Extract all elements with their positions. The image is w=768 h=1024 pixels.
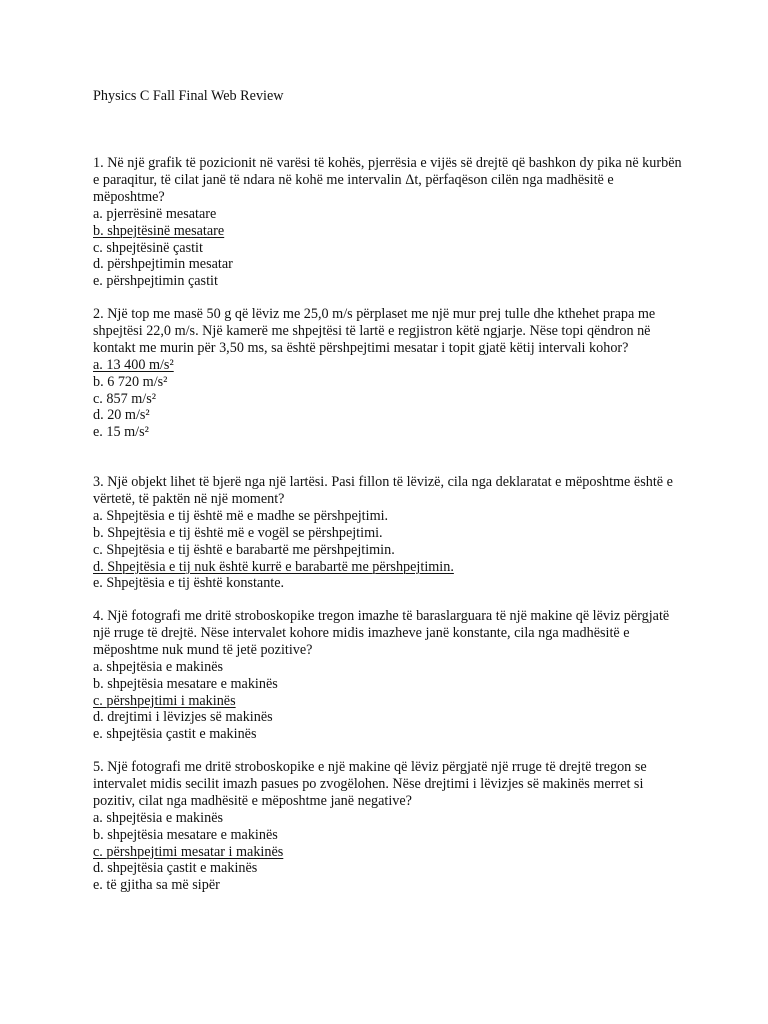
question-4-option-c-underlined: c. përshpejtimi i makinës — [93, 692, 236, 709]
question-4-option-e: e. shpejtësia çastit e makinës — [93, 726, 257, 743]
question-3-option-d-underlined: d. Shpejtësia e tij nuk është kurrë e barabartë me përshpejtimin. — [93, 558, 454, 575]
question-2 — [93, 306, 683, 441]
question-2-option-d: d. 20 m/s² — [93, 407, 150, 424]
question-3-text: 3. Një objekt lihet të bjerë nga një lartësi. Pasi fillon të lëvizë, cila nga deklaratat e mëposhtme është e vërtetë, të paktën në një moment? — [93, 474, 673, 507]
question-1-text: 1. Në një grafik të pozicionit në varësi të kohës, pjerrësia e vijës së drejtë që bashkon dy pika në kurbën e paraqitur, të cilat janë të ndara në kohë me intervalin Δt, përfaqëson cilën nga madhësitë e mëposhtme? — [93, 155, 682, 205]
question-5-option-b: b. shpejtësia mesatare e makinës — [93, 826, 278, 843]
question-3 — [93, 474, 683, 592]
question-1-option-a: a. pjerrësinë mesatare — [93, 205, 217, 222]
question-4-option-a: a. shpejtësia e makinës — [93, 658, 224, 675]
question-5-text: 5. Një fotografi me dritë stroboskopike e një makine që lëviz përgjatë një rruge të drejtë tregon se intervalet midis secilit imazh pasues po zvogëlohen. Nëse drejtimi i lëvizjes së makinës merret si pozitiv, cilat nga madhësitë e mëposhtme janë negative? — [93, 759, 647, 809]
question-5-option-e: e. të gjitha sa më sipër — [93, 877, 220, 894]
document-title: Physics C Fall Final Web Review — [93, 88, 284, 104]
question-5 — [93, 759, 683, 894]
question-4 — [93, 608, 683, 743]
question-1-option-c: c. shpejtësinë çastit — [93, 239, 203, 256]
question-1-option-b-underlined: b. shpejtësinë mesatare — [93, 222, 225, 239]
question-5-option-c-underlined: c. përshpejtimi mesatar i makinës — [93, 843, 284, 860]
question-2-text: 2. Një top me masë 50 g që lëviz me 25,0 m/s përplaset me një mur prej tulle dhe kthehet prapa me shpejtësi 22,0 m/s. Një kamerë me shpejtësi të lartë e regjistron këtë ngjarje. Nëse topi qëndron në kontakt me murin për 3,50 ms, sa është përshpejtimi mesatar i topit gjatë këtij intervali kohor? — [93, 306, 656, 356]
question-3-option-b: b. Shpejtësia e tij është më e vogël se përshpejtimi. — [93, 524, 383, 541]
question-5-option-a: a. shpejtësia e makinës — [93, 809, 224, 826]
question-5-option-d: d. shpejtësia çastit e makinës — [93, 860, 258, 877]
question-2-option-e: e. 15 m/s² — [93, 424, 149, 441]
question-2-option-a-underlined: a. 13 400 m/s² — [93, 356, 174, 373]
question-1-option-e: e. përshpejtimin çastit — [93, 273, 218, 290]
question-4-option-b: b. shpejtësia mesatare e makinës — [93, 675, 278, 692]
question-1-option-d: d. përshpejtimin mesatar — [93, 256, 233, 273]
question-2-option-c: c. 857 m/s² — [93, 390, 156, 407]
question-4-option-d: d. drejtimi i lëvizjes së makinës — [93, 709, 273, 726]
question-3-option-c: c. Shpejtësia e tij është e barabartë me përshpejtimin. — [93, 541, 395, 558]
question-4-text: 4. Një fotografi me dritë stroboskopike tregon imazhe të baraslarguara të një makine që lëviz përgjatë një rruge të drejtë. Nëse intervalet kohore midis imazheve janë konstante, cila nga madhësitë e mëposhtme nuk mund të jetë pozitive? — [93, 608, 670, 658]
question-3-option-e: e. Shpejtësia e tij është konstante. — [93, 575, 285, 592]
question-3-option-a: a. Shpejtësia e tij është më e madhe se përshpejtimi. — [93, 507, 389, 524]
question-1 — [93, 155, 683, 290]
question-2-option-b: b. 6 720 m/s² — [93, 373, 168, 390]
